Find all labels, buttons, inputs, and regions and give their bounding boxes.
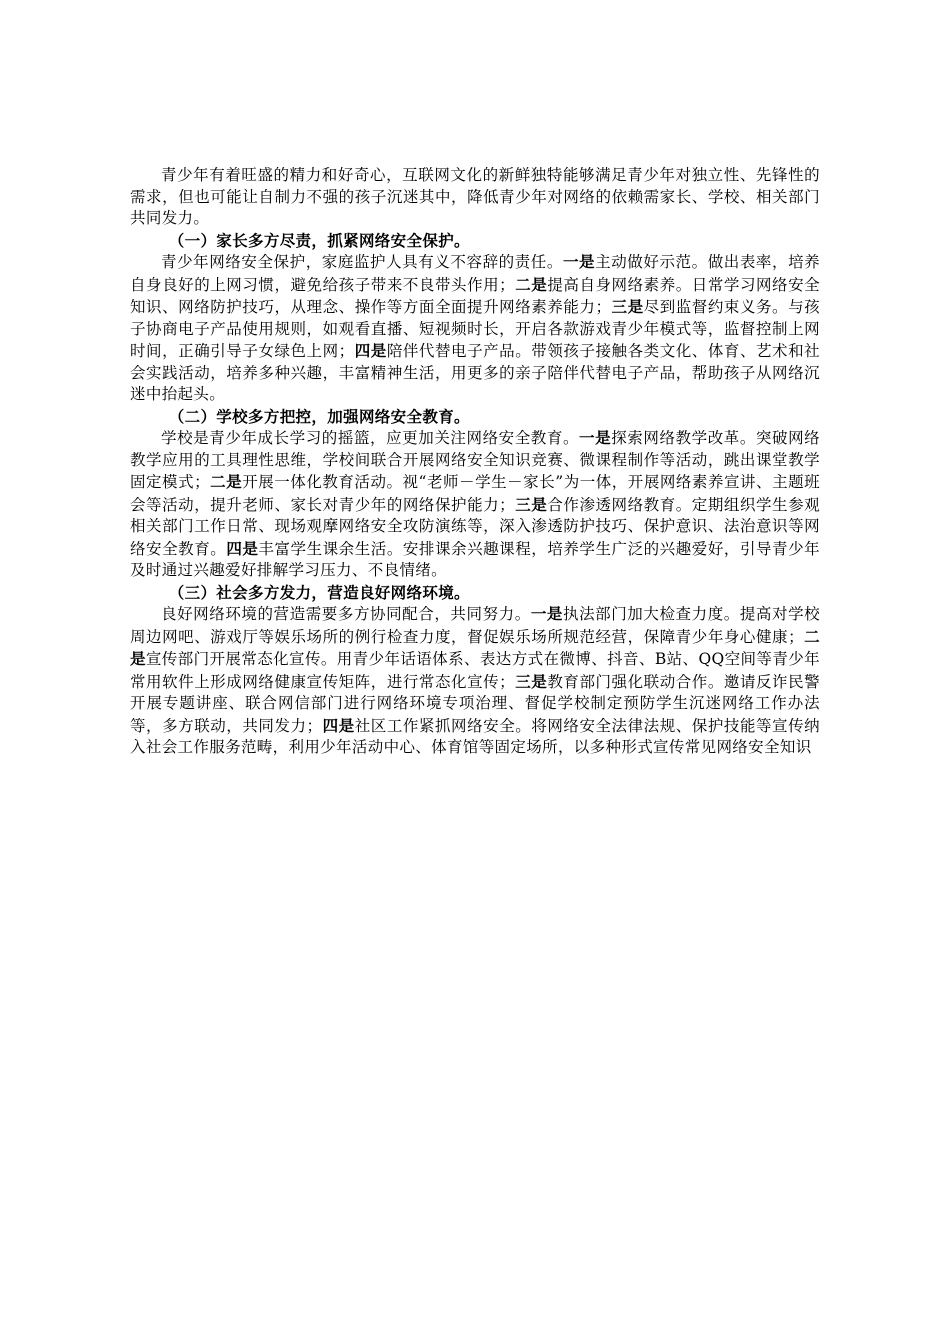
section-3-point-3-label: 三是 [515,671,548,691]
section-3-heading: （三）社会多方发力，营造良好网络环境。 [168,582,470,602]
section-3-point-2-text: 宣传部门开展常态化宣传。用青少年话语体系、表达方式在微博、抖音、B站、QQ空间等青少年常用软件上形成网络健康宣传矩阵，进行常态化宣传； [130,650,820,691]
section-3-lead: 良好网络环境的营造需要多方协同配合，共同努力。 [161,605,531,623]
section-3-point-4-label: 四是 [322,715,355,735]
section-1-point-1-label: 一是 [562,252,596,271]
section-3-paragraph [130,603,820,759]
section-2-point-4-label: 四是 [226,538,259,558]
section-1-point-4-text: 陪伴代替电子产品。带领孩子接触各类文化、体育、艺术和社会实践活动，培养多种兴趣，丰富精神生活，用更多的亲子陪伴代替电子产品，帮助孩子从网络沉迷中抬起头。 [130,342,821,403]
section-1-point-2-label: 二是 [515,274,548,294]
section-2-point-3-text: 合作渗透网络教育。定期组织学生参观相关部门工作日常、现场观摩网络安全攻防演练等，深入渗透防护技巧、保护意识、法治意识等网络安全教育。 [130,495,821,558]
section-2-paragraph [130,427,820,582]
intro-paragraph: 青少年有着旺盛的精力和好奇心，互联网文化的新鲜独特能够满足青少年对独立性、先锋性的需求，但也可能让自制力不强的孩子沉迷其中，降低青少年对网络的依赖需家长、学校、相关部门共同发力。 [130,166,820,227]
section-1-paragraph [130,251,820,406]
section-3-point-1-text: 执法部门加大检查力度。提高对学校周边网吧、游戏厅等娱乐场所的例行检查力度，督促娱乐场所规范经营，保障青少年身心健康； [130,605,821,646]
section-3-point-3-text: 教育部门强化联动合作。邀请反诈民警开展专题讲座、联合网信部门进行网络环境专项治理、督促学校制定预防学生沉迷网络工作办法等，多方联动，共同发力； [130,672,821,735]
section-1-lead: 青少年网络安全保护，家庭监护人具有义不容辞的责任。 [161,253,563,271]
section-2-point-2-label: 二是 [209,472,243,491]
section-3-point-2-label: 二是 [130,626,821,668]
section-2-point-1-label: 一是 [579,428,612,447]
section-3-point-1-label: 一是 [530,604,563,623]
section-1-point-1-text: 主动做好示范。做出表率，培养自身良好的上网习惯，避免给孩子带来不良带头作用； [130,253,821,294]
section-2-point-2-text: 开展一体化教育活动。视“老师－学生－家长”为一体，开展网络素养宣讲、主题班会等活动，提升老师、家长对青少年的网络保护能力； [130,473,820,514]
section-2-point-3-label: 三是 [515,494,548,514]
section-3-point-4-text: 社区工作紧抓网络安全。将网络安全法律法规、保护技能等宣传纳入社会工作服务范畴，利用少年活动中心、体育馆等固定场所，以多种形式宣传常见网络安全知识 [130,716,821,756]
section-2-point-4-text: 丰富学生课余生活。安排课余兴趣课程，培养学生广泛的兴趣爱好，引导青少年及时通过兴趣爱好排解学习压力、不良情绪。 [130,539,820,579]
section-2-heading: （二）学校多方把控，加强网络安全教育。 [168,406,470,426]
section-1-point-4-label: 四是 [354,341,387,360]
section-1-point-2-text: 提高自身网络素养。日常学习网络安全知识、网络防护技巧，从理念、操作等方面全面提升网络素养能力； [130,275,821,316]
section-2-point-1-text: 探索网络教学改革。突破网络教学应用的工具理性思维，学校间联合开展网络安全知识竞赛、微课程制作等活动，跳出课堂教学固定模式； [130,429,821,491]
section-1-heading: （一）家长多方尽责，抓紧网络安全保护。 [168,230,470,250]
document-body [130,165,820,759]
section-1-point-3-label: 三是 [611,297,644,316]
section-1-point-3-text: 尽到监督约束义务。与孩子协商电子产品使用规则，如观看直播、短视频时长，开启各款游戏青少年模式等，监督控制上网时间，正确引导子女绿色上网； [130,298,820,360]
section-2-lead: 学校是青少年成长学习的摇篮，应更加关注网络安全教育。 [161,429,580,447]
